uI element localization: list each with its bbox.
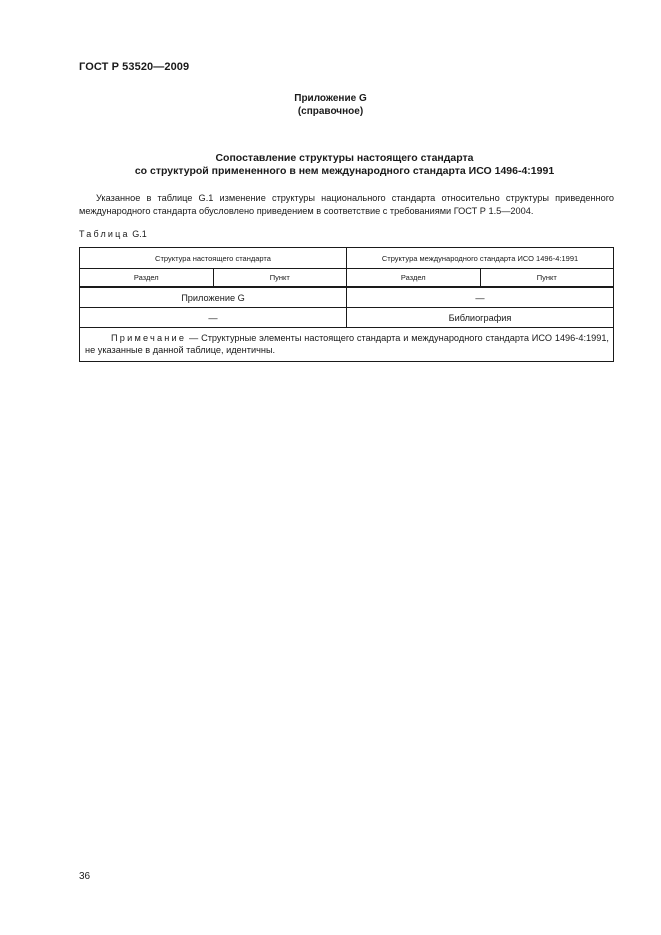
subheader-item-national: Пункт bbox=[213, 269, 347, 288]
document-id: ГОСТ Р 53520—2009 bbox=[79, 61, 190, 73]
row-international-cell: Библиография bbox=[347, 308, 614, 328]
subheader-section-international: Раздел bbox=[347, 269, 481, 288]
subheader-section-national: Раздел bbox=[80, 269, 214, 288]
table-row bbox=[80, 287, 614, 308]
note-label: Примечание bbox=[111, 333, 187, 343]
row-international-cell: — bbox=[347, 287, 614, 308]
note-text: — Структурные элементы настоящего стандарта и международного стандарта ИСО 1496-4:1991, не указанные в данной таблице, идентичны. bbox=[85, 333, 609, 355]
table-row bbox=[80, 308, 614, 328]
table-subheader-row bbox=[80, 269, 614, 288]
table-note bbox=[80, 328, 614, 362]
title-line-2: со структурой примененного в нем международного стандарта ИСО 1496-4:1991 bbox=[134, 165, 555, 177]
header-national: Структура настоящего стандарта bbox=[80, 248, 347, 269]
table-caption-word: Таблица bbox=[79, 229, 130, 239]
structure-comparison-table bbox=[79, 247, 614, 362]
appendix-type: (справочное) bbox=[297, 106, 364, 117]
table-caption-number: G.1 bbox=[132, 229, 147, 239]
section-title bbox=[0, 152, 661, 178]
appendix-label: Приложение G bbox=[294, 93, 367, 104]
appendix-heading bbox=[0, 92, 661, 118]
table-note-row bbox=[80, 328, 614, 362]
subheader-item-international: Пункт bbox=[480, 269, 614, 288]
title-line-1: Сопоставление структуры настоящего стандарта bbox=[215, 152, 474, 164]
row-national-cell: — bbox=[80, 308, 347, 328]
row-national-cell: Приложение G bbox=[80, 287, 347, 308]
intro-paragraph: Указанное в таблице G.1 изменение структуры национального стандарта относительно структуры приведенного международного стандарта обусловлено приведением в соответствие с требованиями ГОСТ Р 1.5—2004. bbox=[79, 193, 614, 216]
page-number: 36 bbox=[79, 871, 91, 882]
table-header-row bbox=[80, 248, 614, 269]
table-caption bbox=[79, 229, 147, 239]
header-international: Структура международного стандарта ИСО 1496-4:1991 bbox=[347, 248, 614, 269]
